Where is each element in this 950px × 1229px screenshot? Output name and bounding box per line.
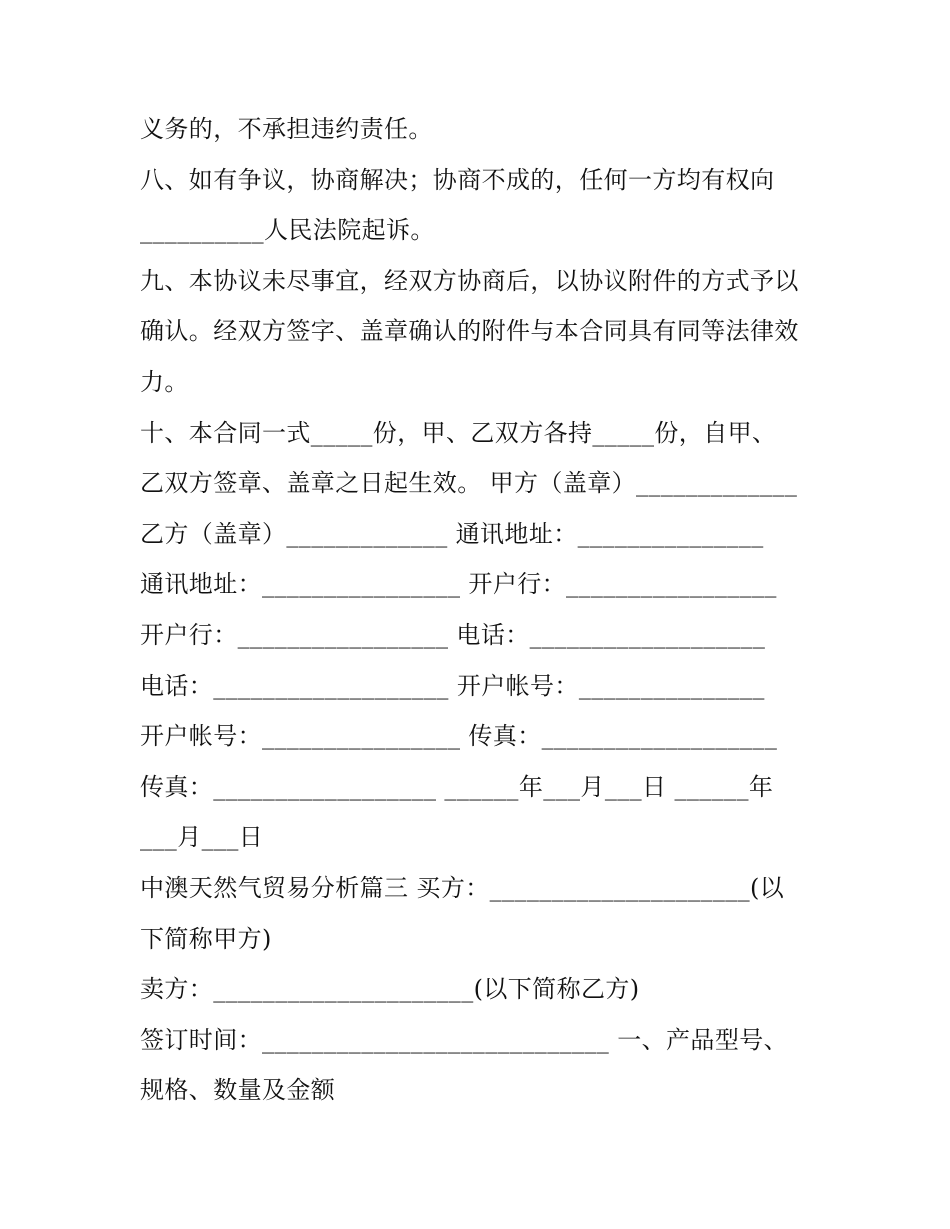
text-line-9: 乙方（盖章）_____________ 通讯地址：_______________ bbox=[140, 519, 764, 548]
contract-text-block bbox=[140, 104, 820, 1116]
text-line-12: 电话：___________________ 开户帐号：_______________ bbox=[140, 671, 765, 700]
text-line-7: 十、本合同一式_____份，甲、乙双方各持_____份，自甲、 bbox=[140, 418, 777, 447]
text-line-10: 通讯地址：________________ 开户行：_________________ bbox=[140, 570, 777, 599]
text-line-11: 开户行：_________________ 电话：___________________ bbox=[140, 620, 766, 649]
text-line-6: 力。 bbox=[140, 367, 189, 396]
text-line-3: __________人民法院起诉。 bbox=[140, 216, 435, 245]
text-line-17: 下简称甲方) bbox=[140, 924, 272, 953]
text-line-4: 九、本协议未尽事宜，经双方协商后，以协议附件的方式予以 bbox=[140, 266, 799, 295]
text-line-13: 开户帐号：________________ 传真：___________________ bbox=[140, 722, 778, 751]
text-line-1: 义务的，不承担违约责任。 bbox=[140, 115, 433, 143]
text-line-16: 中澳天然气贸易分析篇三 买方：_____________________(以 bbox=[140, 873, 785, 902]
text-line-8: 乙双方签章、盖章之日起生效。 甲方（盖章）_____________ bbox=[140, 469, 798, 498]
text-line-15: ___月___日 bbox=[140, 823, 264, 852]
text-line-14: 传真：__________________ ______年___月___日 ______年 bbox=[140, 772, 774, 801]
text-line-18: 卖方：_____________________(以下简称乙方) bbox=[140, 975, 640, 1004]
text-line-19: 签订时间：____________________________ 一、产品型号、 bbox=[140, 1025, 789, 1054]
text-line-20: 规格、数量及金额 bbox=[140, 1076, 336, 1105]
text-line-5: 确认。经双方签字、盖章确认的附件与本合同具有同等法律效 bbox=[140, 317, 799, 346]
text-line-2: 八、如有争议，协商解决；协商不成的，任何一方均有权向 bbox=[140, 165, 775, 194]
